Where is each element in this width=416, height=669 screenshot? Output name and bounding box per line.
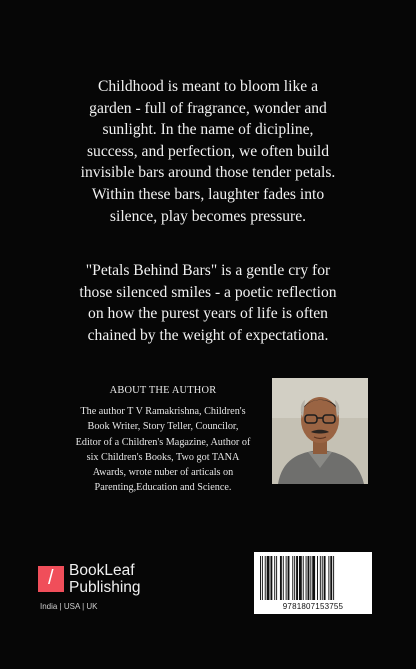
blurb-line: chained by the weight of expectationa. — [87, 326, 329, 344]
barcode-bars-icon — [258, 556, 368, 600]
blurb-line: garden - full of fragrance, wonder and — [89, 99, 327, 117]
blurb-line: sunlight. In the name of dicipline, — [102, 121, 314, 139]
about-line: The author T V Ramakrishna, Children's — [80, 406, 246, 417]
blurb-line: invisible bars around those tender petals. — [80, 164, 336, 182]
author-photo — [272, 378, 368, 484]
blurb-line: on how the purest years of life is often — [88, 305, 328, 323]
about-line: Editor of a Children's Magazine, Author of — [75, 436, 251, 448]
blurb-paragraph-2 — [40, 260, 376, 346]
publisher-logo-glyph: / — [48, 567, 54, 589]
author-portrait-image — [272, 378, 368, 484]
about-line: six Children's Books, Two got TANA — [86, 451, 240, 463]
blurb-line: those silenced smiles - a poetic reflection — [79, 283, 337, 301]
about-line: Awards, wrote nuber of articals on — [92, 467, 234, 479]
publisher-name-line-2: Publishing — [69, 579, 141, 596]
blurb-line: silence, play becomes pressure. — [109, 207, 307, 225]
blurb-line: success, and perfection, we often build — [86, 142, 330, 160]
publisher-name-line-1: BookLeaf — [69, 562, 135, 579]
isbn-barcode — [254, 552, 372, 614]
about-line: Parenting,Education and Science. — [94, 482, 232, 494]
blurb-line: Childhood is meant to bloom like a — [97, 78, 319, 95]
publisher-logo-mark-icon — [38, 566, 64, 592]
blurb-line: Within these bars, laughter fades into — [91, 185, 325, 203]
about-author-text — [56, 404, 270, 496]
blurb-line: "Petals Behind Bars" is a gentle cry for — [85, 262, 331, 279]
about-author-heading: ABOUT THE AUTHOR — [109, 385, 217, 396]
isbn-number: 9781807153755 — [282, 602, 344, 611]
blurb-paragraph-1 — [40, 76, 376, 227]
publisher-logo — [38, 560, 158, 616]
publisher-regions: India | USA | UK — [40, 602, 98, 611]
about-line: Book Writer, Story Teller, Councilor, — [87, 421, 239, 433]
